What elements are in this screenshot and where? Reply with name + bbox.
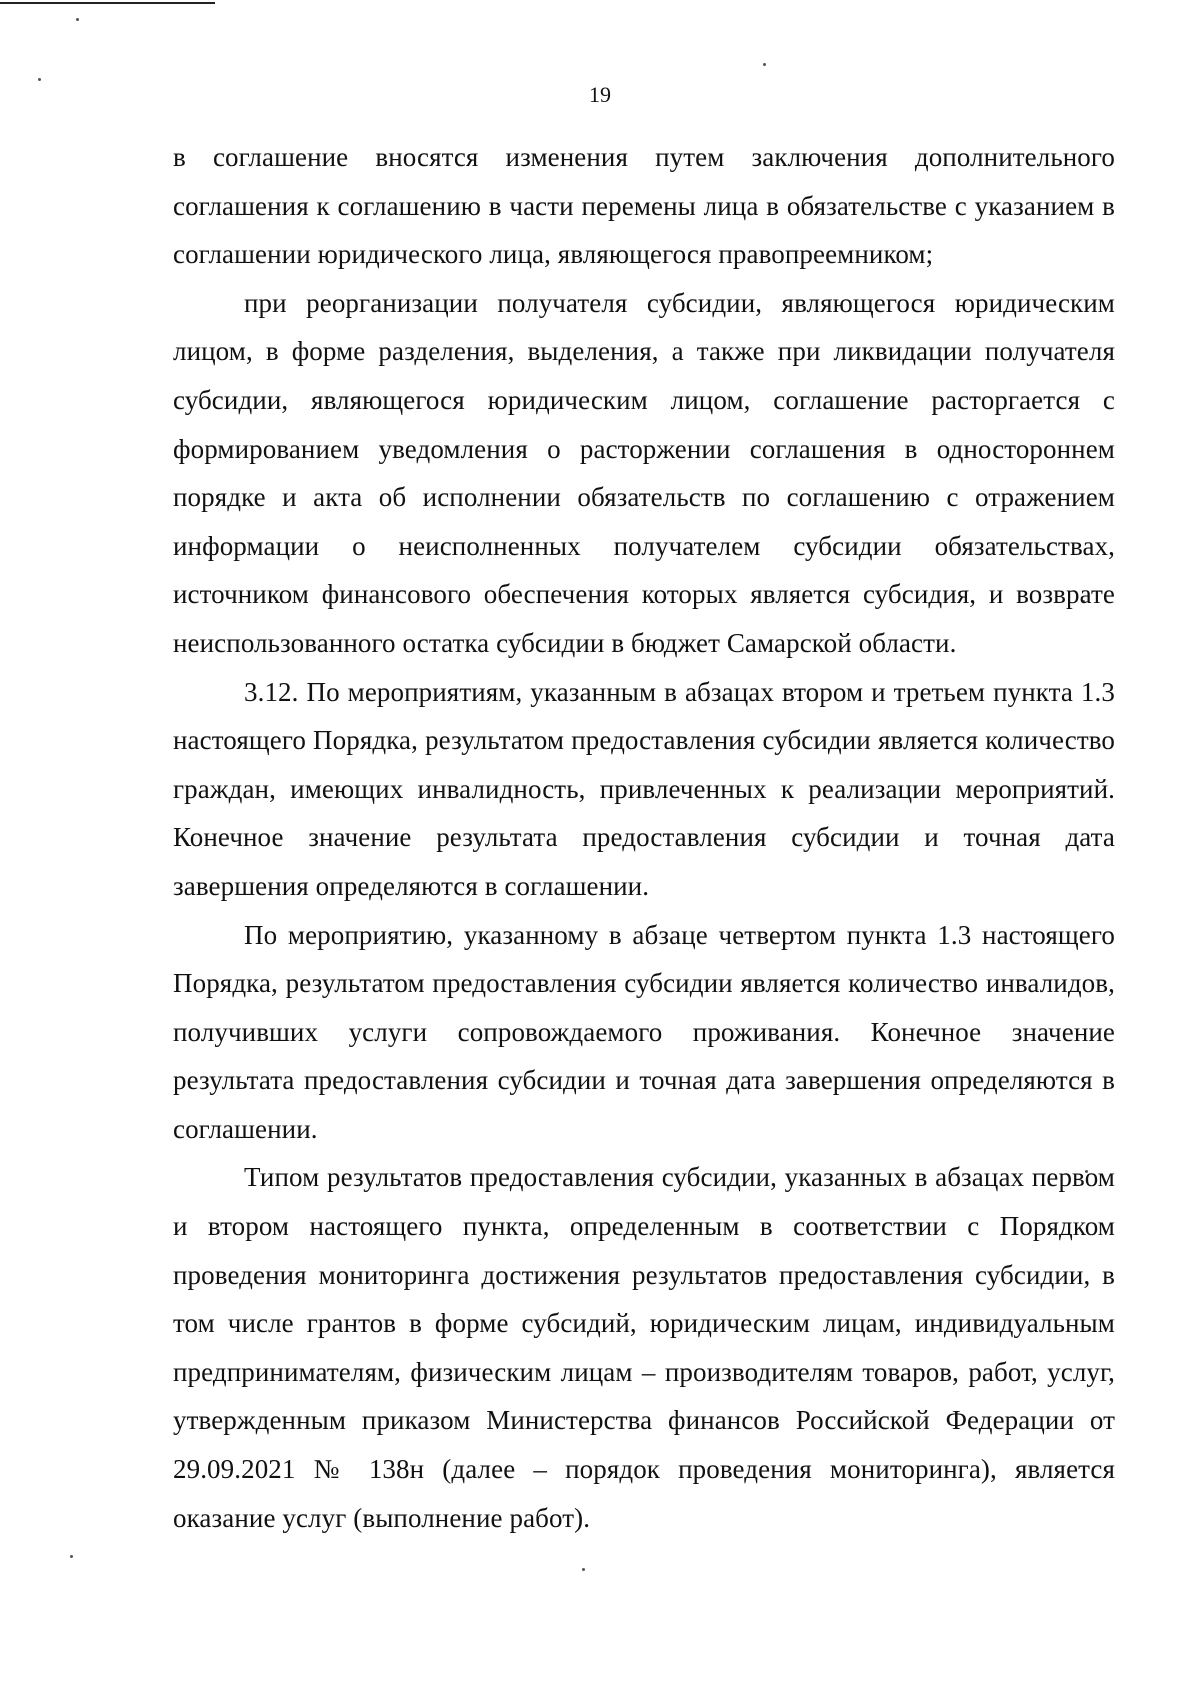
paragraph: при реорганизации получателя субсидии, являющегося юридическим лицом, в форме разделения, выделения, а также при ликвидации получателя субсидии, являющегося юридическим лицом, соглашение расторгается с формированием уведомления о расторжении соглашения в одностороннем порядке и акта об исполнении обязательств по соглашению с отражением информации о неисполненных получателем субсидии обязательствах, источником финансового обеспечения которых является субсидия, и возврате неиспользованного остатка субсидии в бюджет Самарской области. [173,287,1115,658]
document-body [173,133,1115,1542]
paragraph: Типом результатов предоставления субсидии, указанных в абзацах первом и втором настоящего пункта, определенным в соответствии с Порядком проведения мониторинга достижения результатов предоставления субсидии, в том числе грантов в форме субсидий, юридическим лицам, индивидуальным предпринимателям, физическим лицам – производителям товаров, работ, услуг, утвержденным приказом Министерства финансов Российской Федерации от 29.09.2021 № 138н (далее – порядок проведения мониторинга), является оказание услуг (выполнение работ). [173,1162,1115,1533]
scan-top-edge-line [0,2,215,4]
scan-speck [76,18,79,21]
paragraph: По мероприятию, указанному в абзаце четвертом пункта 1.3 настоящего Порядка, результатом предоставления субсидии является количество инвалидов, получивших услуги сопровождаемого проживания. Конечное значение результата предоставления субсидии и точная дата завершения определяются в соглашении. [173,919,1115,1144]
scan-speck [70,1555,73,1558]
scan-speck [763,63,766,66]
scan-speck [582,1568,585,1571]
page-number: 19 [589,82,611,107]
paragraph: 3.12. По мероприятиям, указанным в абзацах втором и третьем пункта 1.3 настоящего Порядка, результатом предоставления субсидии является количество граждан, имеющих инвалидность, привлеченных к реализации мероприятий. Конечное значение результата предоставления субсидии и точная дата завершения определяются в соглашении. [173,676,1115,901]
paragraph: в соглашение вносятся изменения путем заключения дополнительного соглашения к соглашению в части перемены лица в обязательстве с указанием в соглашении юридического лица, являющегося правопреемником; [173,142,1115,270]
